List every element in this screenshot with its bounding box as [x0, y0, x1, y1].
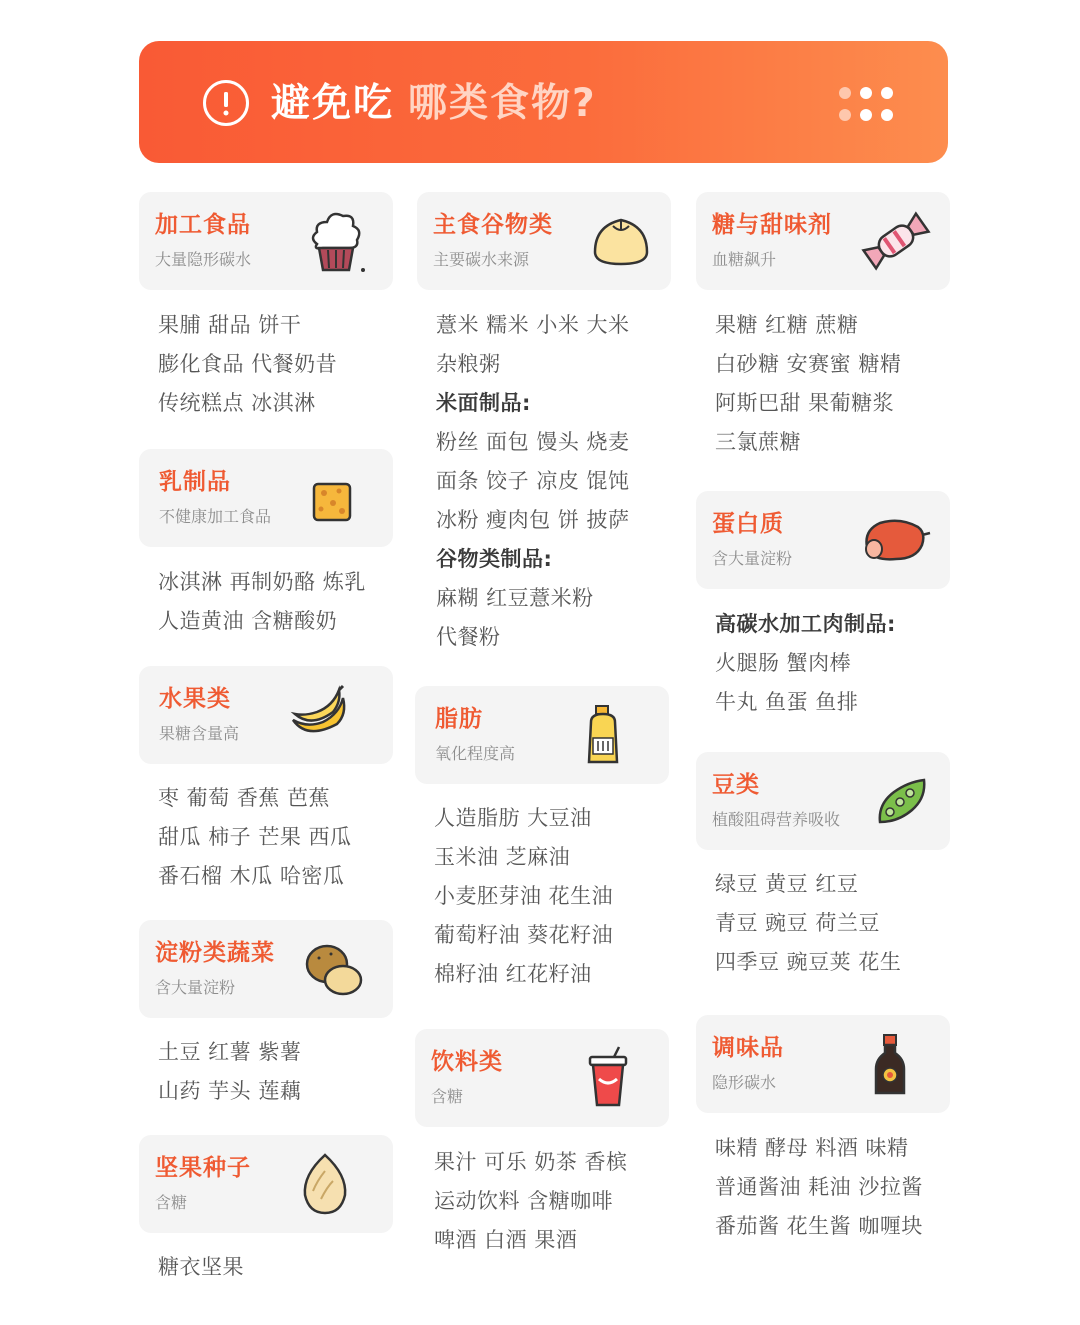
list-item: 阿斯巴甜 果葡糖浆 — [715, 391, 895, 415]
candy-icon — [860, 208, 932, 274]
list-item: 面条 饺子 凉皮 馄饨 — [436, 469, 630, 493]
page-title-part1: 避免吃 — [271, 81, 395, 126]
list-subheading: 高碳水加工肉制品: — [715, 612, 896, 636]
category-card-condiments[interactable] — [696, 1015, 950, 1113]
category-subtitle: 含大量淀粉 — [712, 549, 793, 568]
category-items-fruit — [158, 779, 458, 896]
category-items-legumes — [715, 865, 1015, 982]
category-card-fruit[interactable] — [139, 666, 393, 764]
category-title: 调味品 — [712, 1035, 784, 1061]
list-item: 薏米 糯米 小米 大米 — [436, 313, 630, 337]
category-title: 蛋白质 — [712, 511, 784, 537]
category-items-dairy — [158, 563, 458, 641]
category-title: 水果类 — [159, 686, 231, 712]
category-subtitle: 含糖 — [431, 1087, 464, 1106]
category-card-protein[interactable] — [696, 491, 950, 589]
category-title: 淀粉类蔬菜 — [155, 940, 275, 966]
list-item: 冰粉 瘦肉包 饼 披萨 — [436, 508, 630, 532]
list-item: 玉米油 芝麻油 — [434, 845, 571, 869]
oil-bottle-icon — [583, 704, 623, 768]
category-title: 糖与甜味剂 — [712, 212, 832, 238]
cupcake-icon — [303, 208, 373, 276]
category-card-sugar-sweeteners[interactable] — [696, 192, 950, 290]
category-items-condiments — [715, 1129, 1015, 1246]
list-item: 枣 葡萄 香蕉 芭蕉 — [158, 786, 331, 810]
list-item: 运动饮料 含糖咖啡 — [434, 1189, 614, 1213]
category-items-processed-food — [158, 306, 458, 423]
category-subtitle: 主要碳水来源 — [433, 250, 530, 269]
category-items-beverages — [434, 1143, 734, 1260]
category-items-sugar-sweeteners — [715, 306, 1015, 462]
list-item: 三氯蔗糖 — [715, 430, 801, 454]
dots-grid-icon[interactable] — [836, 84, 898, 124]
category-items-fats — [434, 799, 734, 994]
list-item: 山药 芋头 莲藕 — [158, 1079, 302, 1103]
category-card-nuts-seeds[interactable] — [139, 1135, 393, 1233]
list-item: 传统糕点 冰淇淋 — [158, 391, 316, 415]
list-item: 粉丝 面包 馒头 烧麦 — [436, 430, 630, 454]
category-card-beverages[interactable] — [415, 1029, 669, 1127]
page-title — [271, 78, 597, 130]
list-item: 膨化食品 代餐奶昔 — [158, 352, 338, 376]
almond-icon — [297, 1151, 353, 1217]
pea-pod-icon — [874, 774, 930, 830]
category-subtitle: 血糖飙升 — [712, 250, 777, 269]
category-items-staple-grains — [436, 306, 736, 657]
category-title: 饮料类 — [431, 1049, 503, 1075]
list-item: 冰淇淋 再制奶酪 炼乳 — [158, 570, 366, 594]
category-title: 豆类 — [712, 772, 760, 798]
list-item: 番茄酱 花生酱 咖喱块 — [715, 1214, 923, 1238]
category-items-nuts-seeds — [158, 1248, 458, 1287]
list-item: 火腿肠 蟹肉棒 — [715, 651, 852, 675]
list-item: 番石榴 木瓜 哈密瓜 — [158, 864, 345, 888]
category-title: 坚果种子 — [155, 1155, 251, 1181]
list-item: 四季豆 豌豆荚 花生 — [715, 950, 902, 974]
category-title: 乳制品 — [159, 469, 231, 495]
category-card-fats[interactable] — [415, 686, 669, 784]
list-item: 土豆 红薯 紫薯 — [158, 1040, 302, 1064]
list-item: 果汁 可乐 奶茶 香槟 — [434, 1150, 628, 1174]
category-subtitle: 植酸阻碍营养吸收 — [712, 810, 841, 829]
category-card-starchy-vegetables[interactable] — [139, 920, 393, 1018]
list-subheading: 谷物类制品: — [436, 547, 553, 571]
list-item: 青豆 豌豆 荷兰豆 — [715, 911, 880, 935]
list-item: 代餐粉 — [436, 625, 501, 649]
list-item: 普通酱油 耗油 沙拉酱 — [715, 1175, 923, 1199]
list-item: 人造脂肪 大豆油 — [434, 806, 592, 830]
category-subtitle: 含糖 — [155, 1193, 188, 1212]
category-card-legumes[interactable] — [696, 752, 950, 850]
list-item: 白砂糖 安赛蜜 糖精 — [715, 352, 902, 376]
category-subtitle: 氧化程度高 — [435, 744, 516, 763]
list-item: 牛丸 鱼蛋 鱼排 — [715, 690, 859, 714]
list-item: 葡萄籽油 葵花籽油 — [434, 923, 614, 947]
list-item: 糖衣坚果 — [158, 1255, 244, 1279]
category-subtitle: 果糖含量高 — [159, 724, 240, 743]
category-title: 加工食品 — [155, 212, 251, 238]
cheese-icon — [309, 479, 355, 525]
category-items-protein — [715, 605, 1015, 722]
list-item: 啤酒 白酒 果酒 — [434, 1228, 578, 1252]
category-subtitle: 不健康加工食品 — [159, 507, 272, 526]
category-card-processed-food[interactable] — [139, 192, 393, 290]
category-items-starchy-vegetables — [158, 1033, 458, 1111]
list-item: 麻糊 红豆薏米粉 — [436, 586, 594, 610]
list-item: 棉籽油 红花籽油 — [434, 962, 592, 986]
soda-cup-icon — [587, 1045, 629, 1109]
list-item: 味精 酵母 料酒 味精 — [715, 1136, 909, 1160]
list-item: 甜瓜 柿子 芒果 西瓜 — [158, 825, 352, 849]
potato-icon — [303, 940, 367, 1000]
category-title: 主食谷物类 — [433, 212, 553, 238]
list-item: 绿豆 黄豆 红豆 — [715, 872, 859, 896]
category-card-staple-grains[interactable] — [417, 192, 671, 290]
exclamation-circle-icon — [203, 80, 249, 126]
category-subtitle: 隐形碳水 — [712, 1073, 777, 1092]
list-subheading: 米面制品: — [436, 391, 531, 415]
steamed-bun-icon — [591, 212, 651, 270]
soy-sauce-icon — [872, 1033, 908, 1099]
banana-icon — [287, 684, 353, 748]
page-title-part2: 哪类食物? — [408, 81, 597, 126]
list-item: 果糖 红糖 蔗糖 — [715, 313, 859, 337]
category-subtitle: 大量隐形碳水 — [155, 250, 252, 269]
list-item: 小麦胚芽油 花生油 — [434, 884, 614, 908]
list-item: 人造黄油 含糖酸奶 — [158, 609, 338, 633]
category-card-dairy[interactable] — [139, 449, 393, 547]
sausage-icon — [860, 515, 932, 565]
list-item: 果脯 甜品 饼干 — [158, 313, 302, 337]
list-item: 杂粮粥 — [436, 352, 501, 376]
category-title: 脂肪 — [435, 706, 483, 732]
category-subtitle: 含大量淀粉 — [155, 978, 236, 997]
